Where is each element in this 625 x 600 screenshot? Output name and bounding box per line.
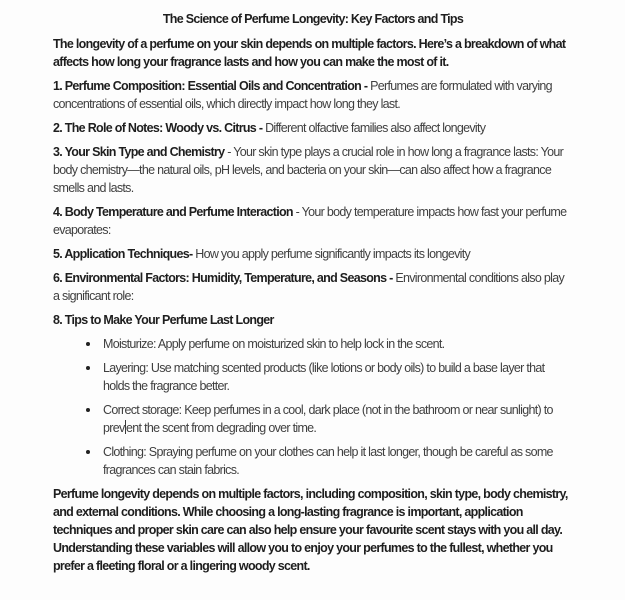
item-1-lead: 1. Perfume Composition: Essential Oils and Concentration - bbox=[53, 79, 368, 93]
item-1-body: Perfumes are formulated with varying concentrations of essential oils, which directly impact how long they last. bbox=[53, 79, 552, 111]
tip-storage-text-before-caret: Correct storage: Keep perfumes in a cool, dark place (not in the bathroom or near sunlight) to prev bbox=[103, 403, 553, 435]
item-5-body: How you apply perfume significantly impacts its longevity bbox=[192, 247, 471, 261]
item-5-lead: 5. Application Techniques- bbox=[53, 247, 193, 261]
item-6-body: Environmental conditions also play a significant role: bbox=[53, 271, 565, 303]
item-4-body: - Your body temperature impacts how fast your perfume evaporates: bbox=[53, 205, 567, 237]
tip-storage[interactable] bbox=[103, 401, 573, 437]
numbered-item-application[interactable] bbox=[53, 245, 573, 263]
numbered-item-skin-type[interactable] bbox=[53, 143, 573, 197]
numbered-item-notes[interactable] bbox=[53, 119, 573, 137]
numbered-item-environment[interactable] bbox=[53, 269, 573, 305]
item-2-lead: 2. The Role of Notes: Woody vs. Citrus - bbox=[53, 121, 263, 135]
conclusion-paragraph[interactable]: Perfume longevity depends on multiple factors, including composition, skin type, body chemistry, and external conditions. While choosing a long-lasting fragrance is important, application techniques and proper skin care can also help ensure your favourite scent stays with you all day. Understanding these variables will allow you to enjoy your perfumes to the fullest, whether you prefer a fleeting floral or a lingering woody scent. bbox=[53, 487, 568, 573]
tip-moisturize[interactable] bbox=[103, 335, 573, 353]
tip-clothing[interactable] bbox=[103, 443, 573, 479]
tip-layering-text: Layering: Use matching scented products (like lotions or body oils) to build a base layer that holds the fragrance better. bbox=[103, 361, 545, 393]
document-title: The Science of Perfume Longevity: Key Factors and Tips bbox=[162, 12, 464, 26]
item-4-lead: 4. Body Temperature and Perfume Interaction bbox=[53, 205, 293, 219]
item-3-body: - Your skin type plays a crucial role in how long a fragrance lasts: Your body chemistry—the natural oils, pH levels, and bacteria on your skin—can also affect how a fragrance smells and lasts. bbox=[53, 145, 564, 195]
item-3-lead: 3. Your Skin Type and Chemistry bbox=[53, 145, 225, 159]
tips-list bbox=[53, 335, 573, 479]
tip-storage-text-after-caret: ent the scent from degrading over time. bbox=[126, 421, 317, 435]
tip-layering[interactable] bbox=[103, 359, 573, 395]
item-2-body: Different olfactive families also affect longevity bbox=[262, 121, 486, 135]
intro-paragraph[interactable]: The longevity of a perfume on your skin depends on multiple factors. Here’s a breakdown of what affects how long your fragrance lasts and how you can make the most of it. bbox=[53, 37, 566, 69]
tip-moisturize-text: Moisturize: Apply perfume on moisturized skin to help lock in the scent. bbox=[103, 337, 445, 351]
numbered-item-body-temperature[interactable] bbox=[53, 203, 573, 239]
item-6-lead: 6. Environmental Factors: Humidity, Temperature, and Seasons - bbox=[53, 271, 393, 285]
numbered-item-composition[interactable] bbox=[53, 77, 573, 113]
tips-heading: 8. Tips to Make Your Perfume Last Longer bbox=[53, 313, 274, 327]
tip-clothing-text: Clothing: Spraying perfume on your clothes can help it last longer, though be careful as some fragrances can stain fabrics. bbox=[103, 445, 553, 477]
